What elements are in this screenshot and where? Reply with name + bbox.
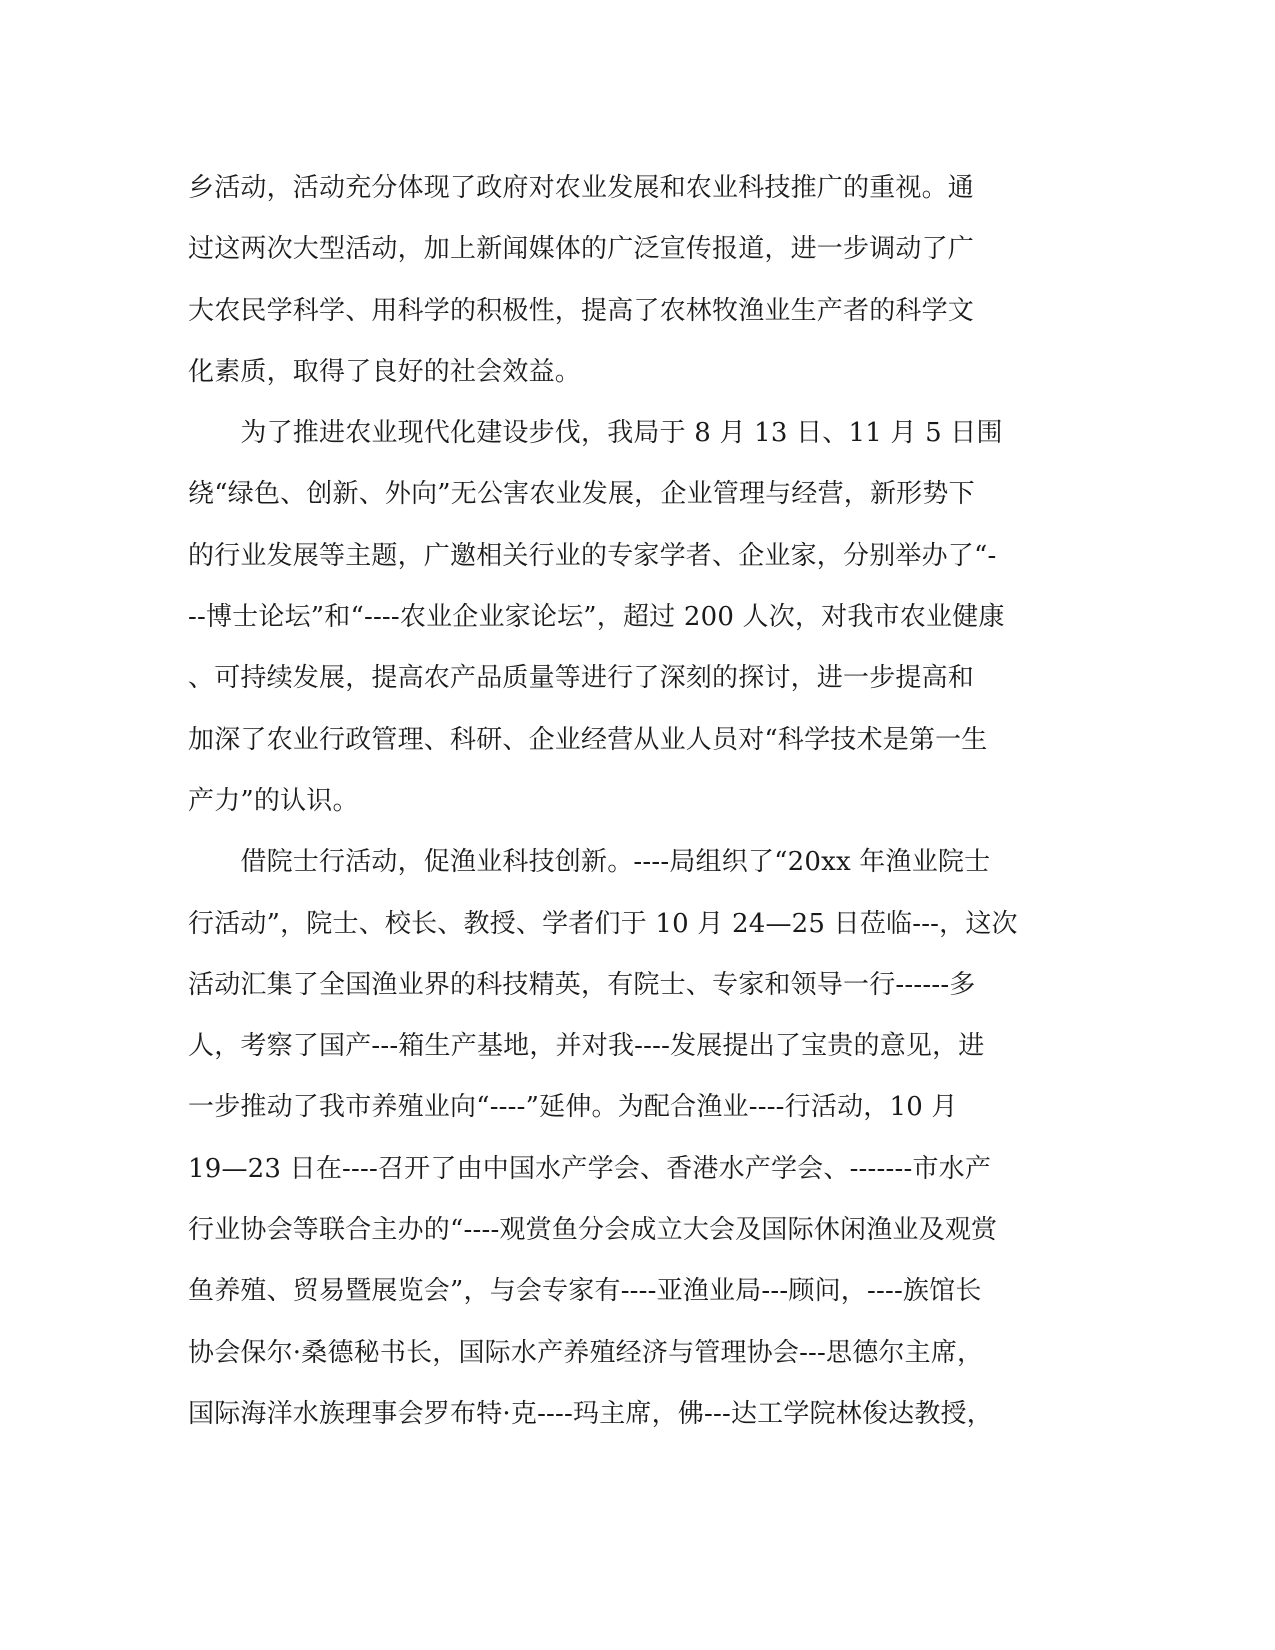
text-line: 绕“绿色、创新、外向”无公害农业发展，企业管理与经营，新形势下	[188, 479, 975, 510]
text-line: 鱼养殖、贸易暨展览会”，与会专家有----亚渔业局---顾问，----族馆长	[188, 1276, 982, 1307]
text-line: 过这两次大型活动，加上新闻媒体的广泛宣传报道，进一步调动了广	[188, 234, 975, 265]
text-line: 协会保尔·桑德秘书长，国际水产养殖经济与管理协会---思德尔主席，	[188, 1337, 984, 1368]
text-line: 一步推动了我市养殖业向“----”延伸。为配合渔业----行活动，10 月	[188, 1092, 958, 1123]
text-line: 大农民学科学、用科学的积极性，提高了农林牧渔业生产者的科学文	[188, 295, 975, 326]
text-line: 产力”的认识。	[188, 785, 359, 816]
text-line: 行业协会等联合主办的“----观赏鱼分会成立大会及国际休闲渔业及观赏	[188, 1215, 998, 1246]
text-line: 国际海洋水族理事会罗布特·克----玛主席，佛---达工学院林俊达教授，	[188, 1398, 993, 1429]
text-line: 化素质，取得了良好的社会效益。	[188, 356, 582, 387]
text-line: 乡活动，活动充分体现了政府对农业发展和农业科技推广的重视。通	[188, 173, 975, 203]
text-line: 19—23 日在----召开了由中国水产学会、香港水产学会、-------市水产	[188, 1153, 992, 1184]
text-line: 行活动”，院士、校长、教授、学者们于 10 月 24—25 日莅临---，这次	[188, 908, 1018, 939]
text-line: 的行业发展等主题，广邀相关行业的专家学者、企业家，分别举办了“-	[188, 540, 997, 571]
text-line: --博士论坛”和“----农业企业家论坛”，超过 200 人次，对我市农业健康	[188, 602, 1005, 633]
text-line: 活动汇集了全国渔业界的科技精英，有院士、专家和领导一行------多	[188, 969, 976, 1000]
text-line: 为了推进农业现代化建设步伐，我局于 8 月 13 日、11 月 5 日围	[188, 418, 1003, 449]
text-line: 借院士行活动，促渔业科技创新。----局组织了“20xx 年渔业院士	[188, 847, 991, 878]
text-line: 加深了农业行政管理、科研、企业经营从业人员对“科学技术是第一生	[188, 724, 988, 755]
text-line: 、可持续发展，提高农产品质量等进行了深刻的探讨，进一步提高和	[188, 663, 975, 694]
body-text	[188, 158, 1088, 1445]
text-line: 人，考察了国产---箱生产基地，并对我----发展提出了宝贵的意见，进	[188, 1031, 985, 1062]
